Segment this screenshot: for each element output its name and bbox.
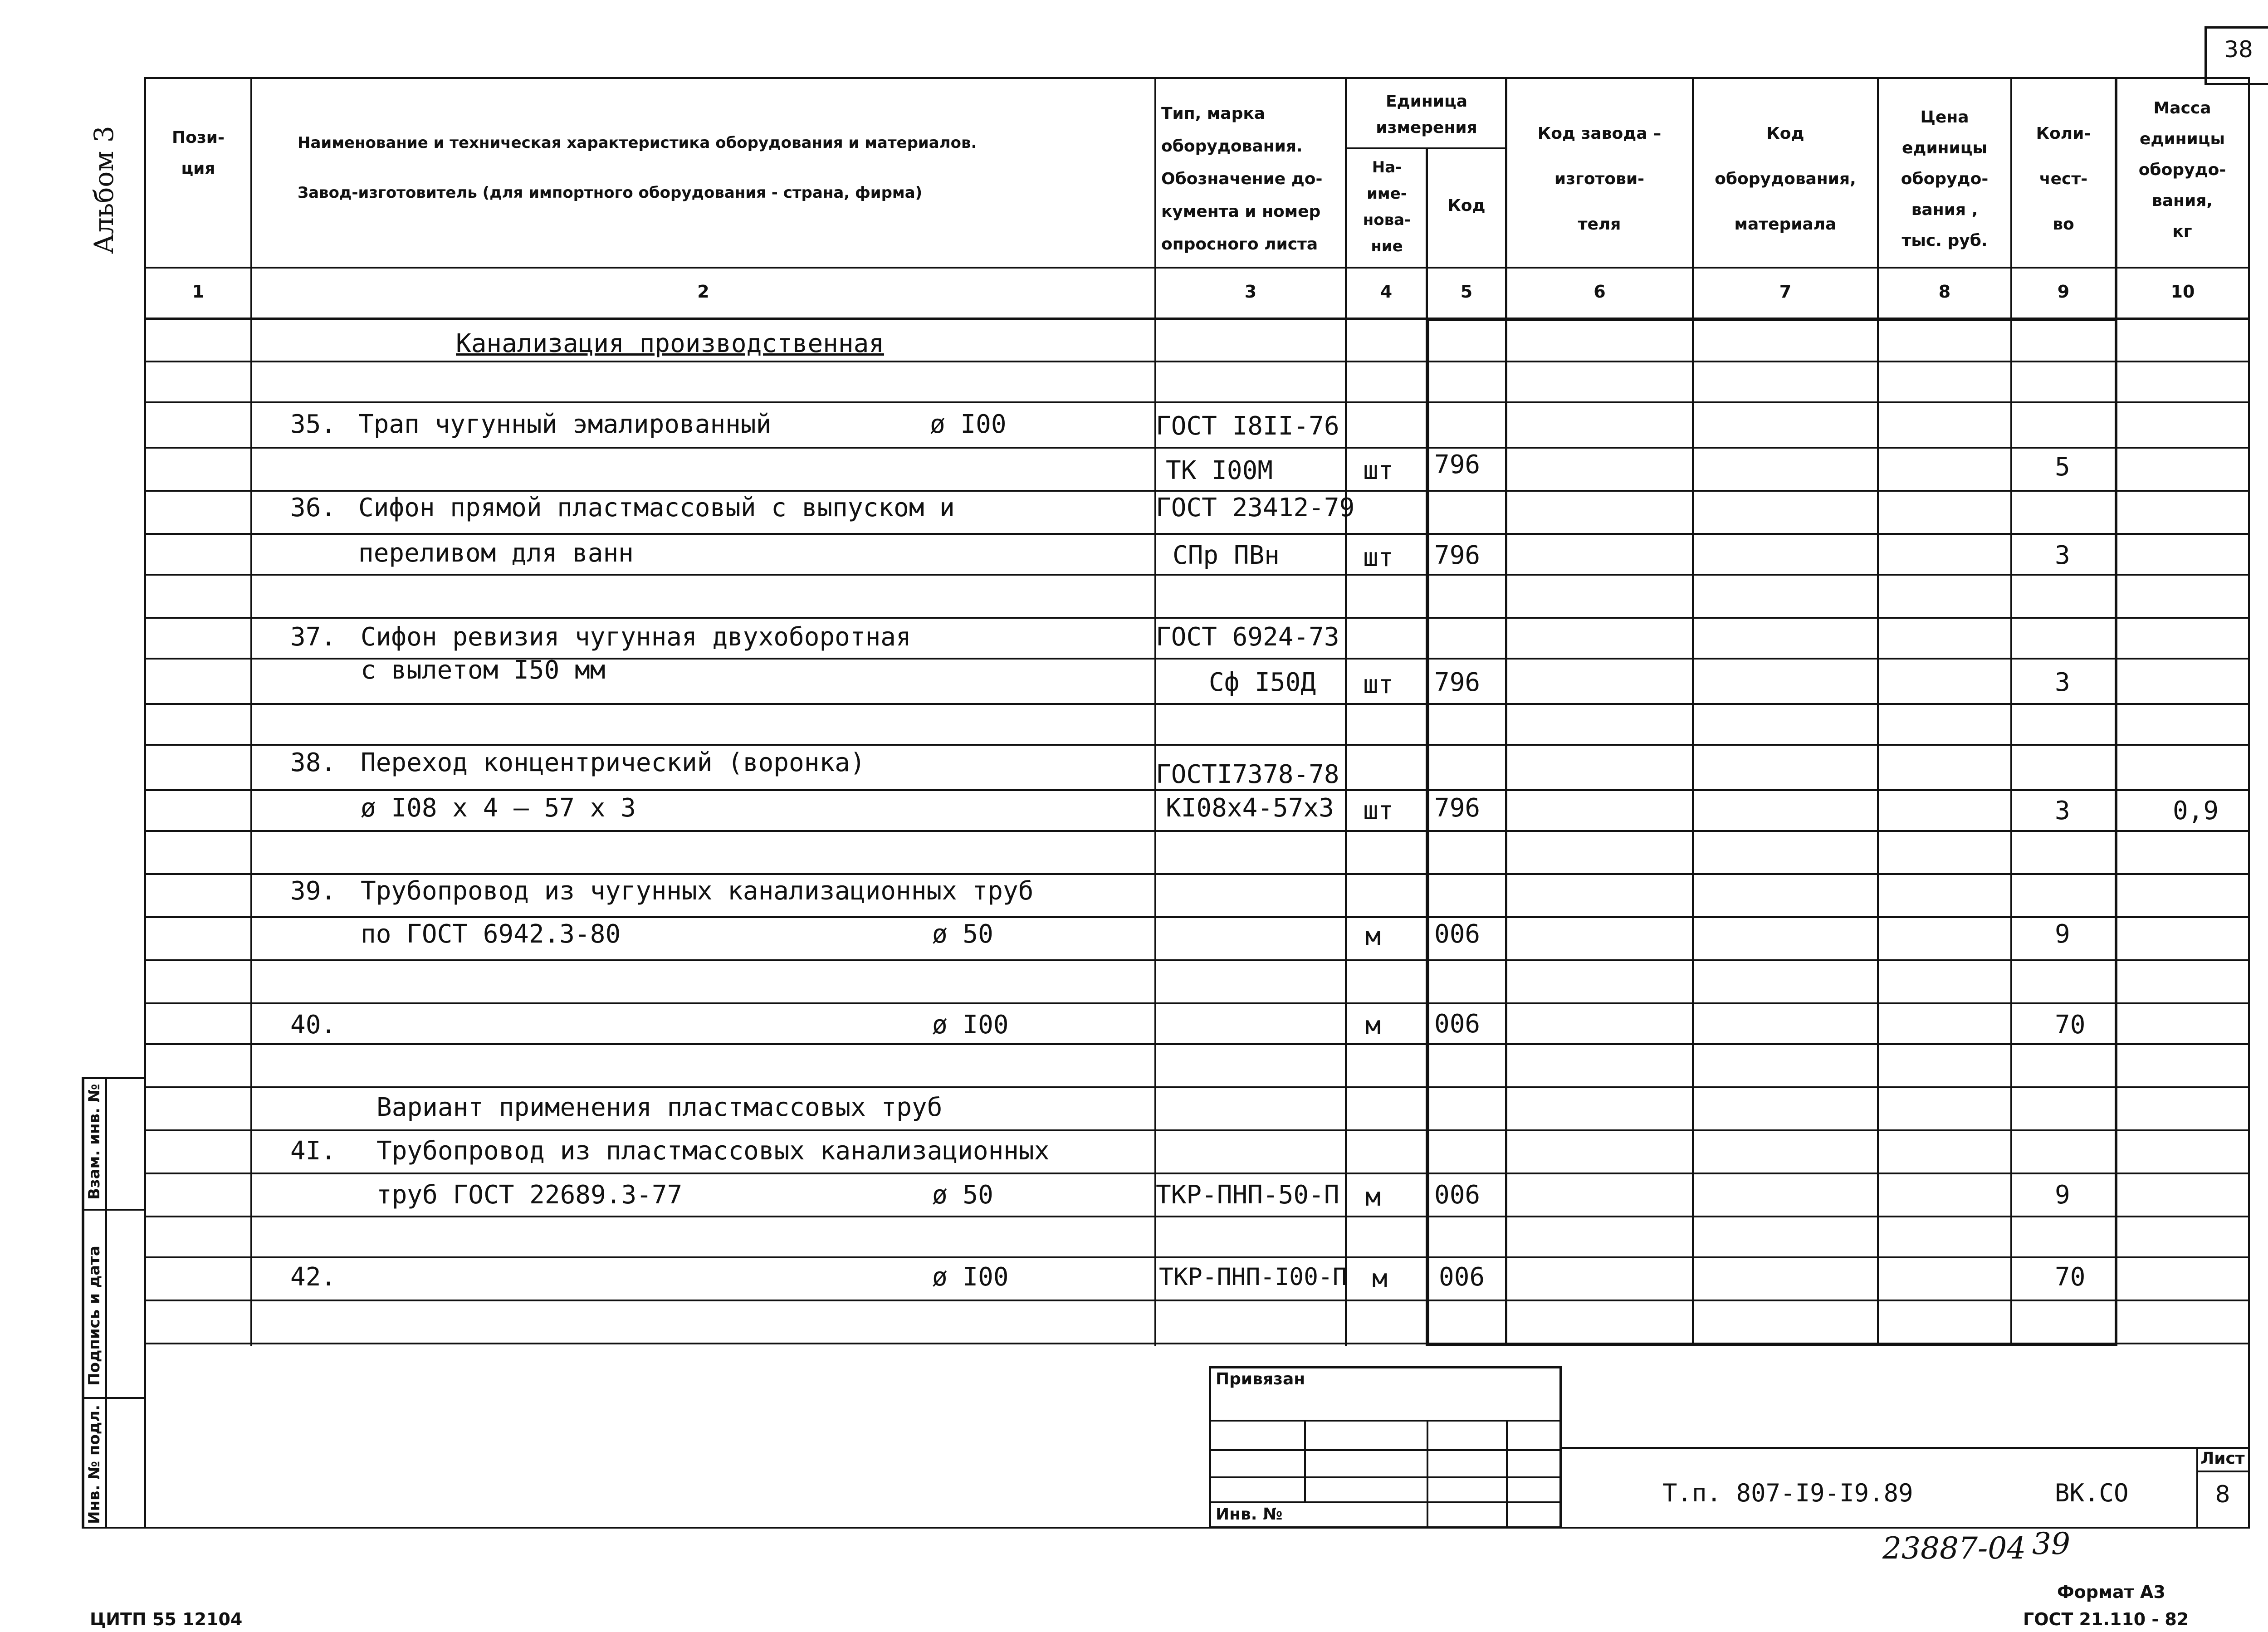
r39-qty: 9 bbox=[2055, 919, 2070, 949]
colnum-10: 10 bbox=[2170, 282, 2195, 302]
format-label: Формат А3 bbox=[2057, 1582, 2165, 1602]
side-label-podpis: Подпись и дата bbox=[85, 1246, 103, 1386]
handwritten-number: 23887-04 bbox=[1882, 1531, 2026, 1566]
r38-code: 796 bbox=[1434, 793, 1481, 823]
r38-unit: шт bbox=[1363, 796, 1394, 826]
row-line bbox=[144, 873, 2249, 875]
r39-pos: 39. bbox=[290, 876, 337, 906]
header-col9: Коли- чест- во bbox=[2036, 124, 2091, 234]
r42-code: 006 bbox=[1439, 1262, 1485, 1292]
linked-line bbox=[1209, 1476, 1562, 1478]
r35-pos: 35. bbox=[290, 410, 337, 439]
row-line bbox=[144, 617, 2249, 619]
side-stamp-line bbox=[82, 1209, 145, 1211]
row-line bbox=[144, 401, 2249, 403]
header-col4: На- име- нова- ние bbox=[1363, 158, 1411, 255]
row-line bbox=[144, 1300, 2249, 1301]
row-line bbox=[144, 533, 2249, 535]
side-stamp-line bbox=[82, 1397, 145, 1399]
r38-qty: 3 bbox=[2055, 796, 2070, 826]
r37-name-line2: с вылетом I50 мм bbox=[361, 655, 606, 685]
r37-name-line1: Сифон ревизия чугунная двухоборотная bbox=[361, 622, 911, 652]
r36-pos: 36. bbox=[290, 493, 337, 523]
frame-right bbox=[2248, 77, 2250, 1529]
header-col7: Код оборудования, материала bbox=[1715, 124, 1856, 234]
r38-mass: 0,9 bbox=[2173, 796, 2219, 826]
r38-name-line2: ø I08 х 4 – 57 х 3 bbox=[361, 793, 636, 823]
designation: Т.п. 807-I9-I9.89 bbox=[1662, 1479, 1913, 1507]
r40-qty: 70 bbox=[2055, 1010, 2086, 1040]
r40-code: 006 bbox=[1434, 1009, 1481, 1039]
inv-no-label: Инв. № bbox=[1216, 1505, 1283, 1524]
sheet-value: 8 bbox=[2215, 1481, 2230, 1508]
header-col1: Пози- ция bbox=[172, 128, 225, 178]
r37-type: Сф I50Д bbox=[1209, 668, 1316, 697]
r41-doc: ТКР-ПНП-50-П bbox=[1156, 1180, 1339, 1210]
row-line bbox=[144, 490, 2249, 492]
r37-pos: 37. bbox=[290, 622, 337, 652]
linked-stamp bbox=[1209, 1366, 1562, 1529]
header-col8: Цена единицы оборудо- вания , тыс. руб. bbox=[1901, 108, 1989, 250]
r38-pos: 38. bbox=[290, 748, 337, 777]
r40-pos: 40. bbox=[290, 1010, 337, 1040]
r39-unit: м bbox=[1365, 922, 1381, 951]
side-stamp-line bbox=[82, 1077, 145, 1079]
sheet-label: Лист bbox=[2200, 1449, 2245, 1468]
r38-type: КI08х4-57х3 bbox=[1166, 793, 1334, 823]
r42-unit: м bbox=[1372, 1264, 1388, 1294]
r35-name: Трап чугунный эмалированный bbox=[358, 410, 772, 439]
r36-name-line2: переливом для ванн bbox=[358, 538, 634, 568]
row-line bbox=[144, 830, 2249, 832]
colnum-2: 2 bbox=[697, 282, 709, 302]
r35-type: ТК I00М bbox=[1166, 456, 1273, 485]
header-unit-group: Единица измерения bbox=[1376, 92, 1477, 137]
r36-name-line1: Сифон прямой пластмассовый с выпуском и bbox=[358, 493, 955, 523]
row-line bbox=[144, 959, 2249, 961]
colnum-3: 3 bbox=[1244, 282, 1257, 302]
colnum-7: 7 bbox=[1779, 282, 1792, 302]
side-label-inv-podl: Инв. № подл. bbox=[85, 1404, 103, 1524]
row-line bbox=[144, 703, 2249, 705]
row-line bbox=[144, 1216, 2249, 1217]
r42-qty: 70 bbox=[2055, 1262, 2086, 1292]
r35-unit: шт bbox=[1363, 456, 1394, 485]
linked-line bbox=[1209, 1420, 1562, 1422]
colnum-8: 8 bbox=[1938, 282, 1951, 302]
linked-vline bbox=[1427, 1420, 1428, 1529]
colnum-6: 6 bbox=[1593, 282, 1606, 302]
header-col10: Масса единицы оборудо- вания, кг bbox=[2138, 99, 2226, 241]
gost-label: ГОСТ 21.110 - 82 bbox=[2023, 1609, 2189, 1629]
top-sheet-number: 38 bbox=[2224, 36, 2253, 63]
r41-unit: м bbox=[1365, 1182, 1381, 1212]
row-line bbox=[144, 1173, 2249, 1174]
citp-label: ЦИТП 55 12104 bbox=[90, 1609, 243, 1629]
r41-diameter: ø 50 bbox=[932, 1180, 993, 1210]
row-line bbox=[144, 916, 2249, 918]
section-title: Канализация производственная bbox=[456, 329, 885, 358]
linked-line bbox=[1209, 1501, 1562, 1503]
r36-code: 796 bbox=[1434, 541, 1481, 570]
row-line bbox=[144, 1086, 2249, 1088]
r40-diameter: ø I00 bbox=[932, 1010, 1009, 1040]
r41-code: 006 bbox=[1434, 1180, 1481, 1210]
colnum-9: 9 bbox=[2057, 282, 2070, 302]
r40-unit: м bbox=[1365, 1011, 1381, 1041]
row-line bbox=[144, 1343, 2249, 1344]
r42-diameter: ø I00 bbox=[932, 1262, 1009, 1292]
box-top bbox=[1426, 318, 2117, 321]
r38-name-line1: Переход концентрический (воронка) bbox=[361, 748, 865, 777]
linked-label: Привязан bbox=[1216, 1370, 1305, 1388]
r42-doc: ТКР-ПНП-I00-П bbox=[1159, 1263, 1347, 1291]
box-left bbox=[1426, 318, 1429, 1346]
r41-pos: 4I. bbox=[290, 1136, 337, 1166]
r35-qty: 5 bbox=[2055, 452, 2070, 482]
doc-mark: ВК.СО bbox=[2055, 1479, 2129, 1507]
r35-diameter: ø I00 bbox=[930, 410, 1007, 439]
r37-doc: ГОСТ 6924-73 bbox=[1156, 622, 1339, 652]
r35-code: 796 bbox=[1434, 450, 1481, 479]
r39-diameter: ø 50 bbox=[932, 919, 993, 949]
r36-type: СПр ПВн bbox=[1173, 541, 1280, 570]
colnum-1: 1 bbox=[192, 282, 205, 302]
frame-bottom bbox=[82, 1527, 2250, 1529]
title-block-line bbox=[1562, 1447, 2249, 1449]
r41-name-line2: труб ГОСТ 22689.3-77 bbox=[376, 1180, 683, 1210]
side-label-vzam: Взам. инв. № bbox=[85, 1084, 103, 1200]
r38-doc: ГОСТI7378-78 bbox=[1156, 760, 1339, 789]
row-line bbox=[144, 361, 2249, 362]
row-line bbox=[144, 789, 2249, 791]
r35-doc: ГОСТ I8II-76 bbox=[1156, 411, 1339, 441]
r42-pos: 42. bbox=[290, 1262, 337, 1292]
side-stamp-inner bbox=[105, 1077, 107, 1529]
row-line bbox=[144, 447, 2249, 449]
album-label: Альбом 3 bbox=[88, 126, 119, 254]
header-col2: Наименование и техническая характеристика оборудования и материалов. Завод-изготовитель (для импортного оборудования - страна, фирма) bbox=[298, 134, 977, 202]
r39-code: 006 bbox=[1434, 919, 1481, 949]
row-line bbox=[144, 744, 2249, 746]
linked-line bbox=[1209, 1449, 1562, 1451]
colnum-5: 5 bbox=[1460, 282, 1473, 302]
header-col5: Код bbox=[1447, 196, 1486, 215]
row-line bbox=[144, 574, 2249, 576]
linked-vline bbox=[1304, 1420, 1306, 1501]
r39-name-line2: по ГОСТ 6942.3-80 bbox=[361, 919, 621, 949]
r39-name-line1: Трубопровод из чугунных канализационных труб bbox=[361, 876, 1034, 906]
r37-qty: 3 bbox=[2055, 668, 2070, 697]
header-col6: Код завода – изготови- теля bbox=[1537, 124, 1662, 234]
r36-doc: ГОСТ 23412-79 bbox=[1156, 493, 1355, 523]
frame-top bbox=[144, 77, 2249, 79]
handwritten-page: 39 bbox=[2032, 1526, 2070, 1561]
r37-code: 796 bbox=[1434, 668, 1481, 697]
r41-qty: 9 bbox=[2055, 1180, 2070, 1210]
row-line bbox=[144, 1256, 2249, 1258]
r36-qty: 3 bbox=[2055, 541, 2070, 570]
r41-name-line1: Трубопровод из пластмассовых канализационных bbox=[376, 1136, 1050, 1166]
sheet-box-line bbox=[2196, 1471, 2249, 1472]
row-line bbox=[144, 1002, 2249, 1004]
colnum-4: 4 bbox=[1380, 282, 1393, 302]
row-line bbox=[144, 1043, 2249, 1045]
header-col3: Тип, марка оборудования. Обозначение до- кумента и номер опросного листа bbox=[1161, 104, 1323, 254]
row-line bbox=[144, 1129, 2249, 1131]
linked-vline bbox=[1506, 1420, 1508, 1529]
r36-unit: шт bbox=[1363, 543, 1394, 572]
variant-title: Вариант применения пластмассовых труб bbox=[376, 1093, 943, 1122]
r37-unit: шт bbox=[1363, 670, 1394, 699]
